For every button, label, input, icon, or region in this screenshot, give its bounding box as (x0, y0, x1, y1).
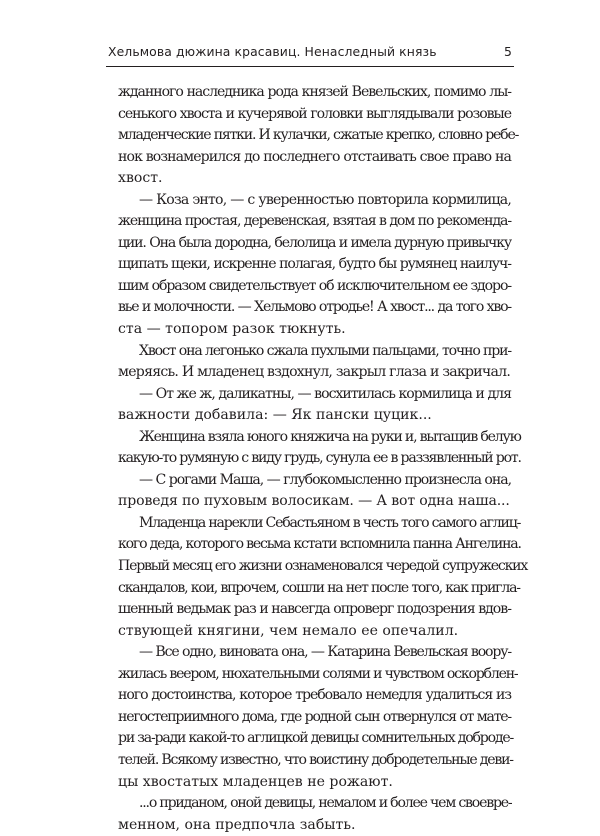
paragraph (118, 513, 528, 642)
text-line: сенького хвоста и кучерявой головки выглядывали розовые (118, 105, 511, 122)
text-line: кого деда, которого весьма кстати вспомнила панна Ангелина. (118, 536, 521, 553)
paragraph (118, 341, 511, 384)
text-line: Первый месяц его жизни ознаменовался чередой супружеских (118, 558, 528, 575)
text-line: меряясь. И младенец вздохнул, закрыл глаза и закричал. (118, 364, 511, 381)
text-line: менном, она предпочла забыть. (118, 816, 356, 833)
text-line: Хвост она легонько сжала пухлыми пальцами, точно при- (139, 342, 511, 359)
text-line: шенный ведьмак раз и навсегда опроверг подозрения вдов- (118, 601, 511, 618)
text-line: Младенца нарекли Себастьяном в честь того самого аглиц- (139, 514, 521, 531)
paragraph (118, 470, 511, 513)
text-line: жилась веером, нюхательными солями и чувством оскорблен- (118, 665, 518, 682)
text-line: цы хвостатых младенцев не рожают. (118, 773, 393, 790)
text-line: скандалов, кои, впрочем, сошли на нет после того, как пригла- (118, 579, 520, 596)
page-number: 5 (504, 44, 512, 59)
text-line: — Коза энто, — с уверенностью повторила кормилица, (139, 191, 511, 208)
running-head (108, 44, 512, 62)
text-line: ствующей княгини, чем немало ее опечалил. (118, 622, 459, 639)
text-line: ...о приданом, оной девицы, немалом и более чем своевре- (139, 795, 512, 812)
text-line: — Все одно, виновата она, — Катарина Вевельская вooру- (139, 644, 511, 661)
paragraph (118, 793, 511, 836)
paragraph (118, 427, 521, 470)
text-line: негостеприимного дома, где родной сын отвернулся от матe- (118, 708, 511, 725)
book-title: Хельмова дюжина красавиц. Ненаследный князь (108, 44, 437, 59)
text-line: важности добавила: — Як пански цуцик... (118, 407, 432, 424)
text-line: нок вознамерился до последнего отстаивать свое право на (118, 148, 511, 165)
text-line: ного достоинства, которое требовало немедля удалиться из (118, 687, 511, 704)
text-line: вье и молочности. — Хельмово отродье! А хвост... да того хво- (118, 299, 511, 316)
header-divider (106, 66, 514, 67)
text-line: женщина простая, деревенская, взятая в дом по рекоменда- (118, 213, 511, 230)
paragraph (118, 190, 511, 341)
text-line: ции. Она была дородна, белолица и имела дурную привычку (118, 234, 511, 251)
text-line: ста — топором разок тюкнуть. (118, 321, 346, 338)
text-line: младенческие пятки. И кулачки, сжатые крепко, словно ребе- (118, 127, 519, 144)
text-line: хвост. (118, 170, 163, 187)
text-line: ри за-ради какой-то аглицкой девицы сомнительных доброде- (118, 730, 514, 747)
text-body (118, 82, 528, 836)
paragraph (118, 642, 518, 793)
text-line: щипать щеки, искренне полагая, будто бы румянец наилуч- (118, 256, 511, 273)
text-line: Женщина взяла юного княжича на руки и, вытащив белую (139, 428, 521, 445)
text-line: проведя по пуховым волосикам. — А вот одна наша... (118, 493, 510, 510)
text-line: — От же ж, даликатны, — восхитилась кормилица и для (139, 385, 511, 402)
text-line: какую-то румяную с виду грудь, сунула ее в раззявленный рот. (118, 450, 521, 467)
text-line: жданного наследника рода князей Вевельских, помимо лы- (118, 84, 511, 100)
text-line: шим образом свидетельствует об исключительном ее здоро- (118, 277, 511, 294)
paragraph (118, 82, 519, 190)
text-line: — С рогами Маша, — глубокомысленно произнесла она, (139, 471, 511, 488)
text-line: телей. Всякому известно, что воистину добродетельные деви- (118, 751, 513, 768)
paragraph (118, 384, 511, 427)
